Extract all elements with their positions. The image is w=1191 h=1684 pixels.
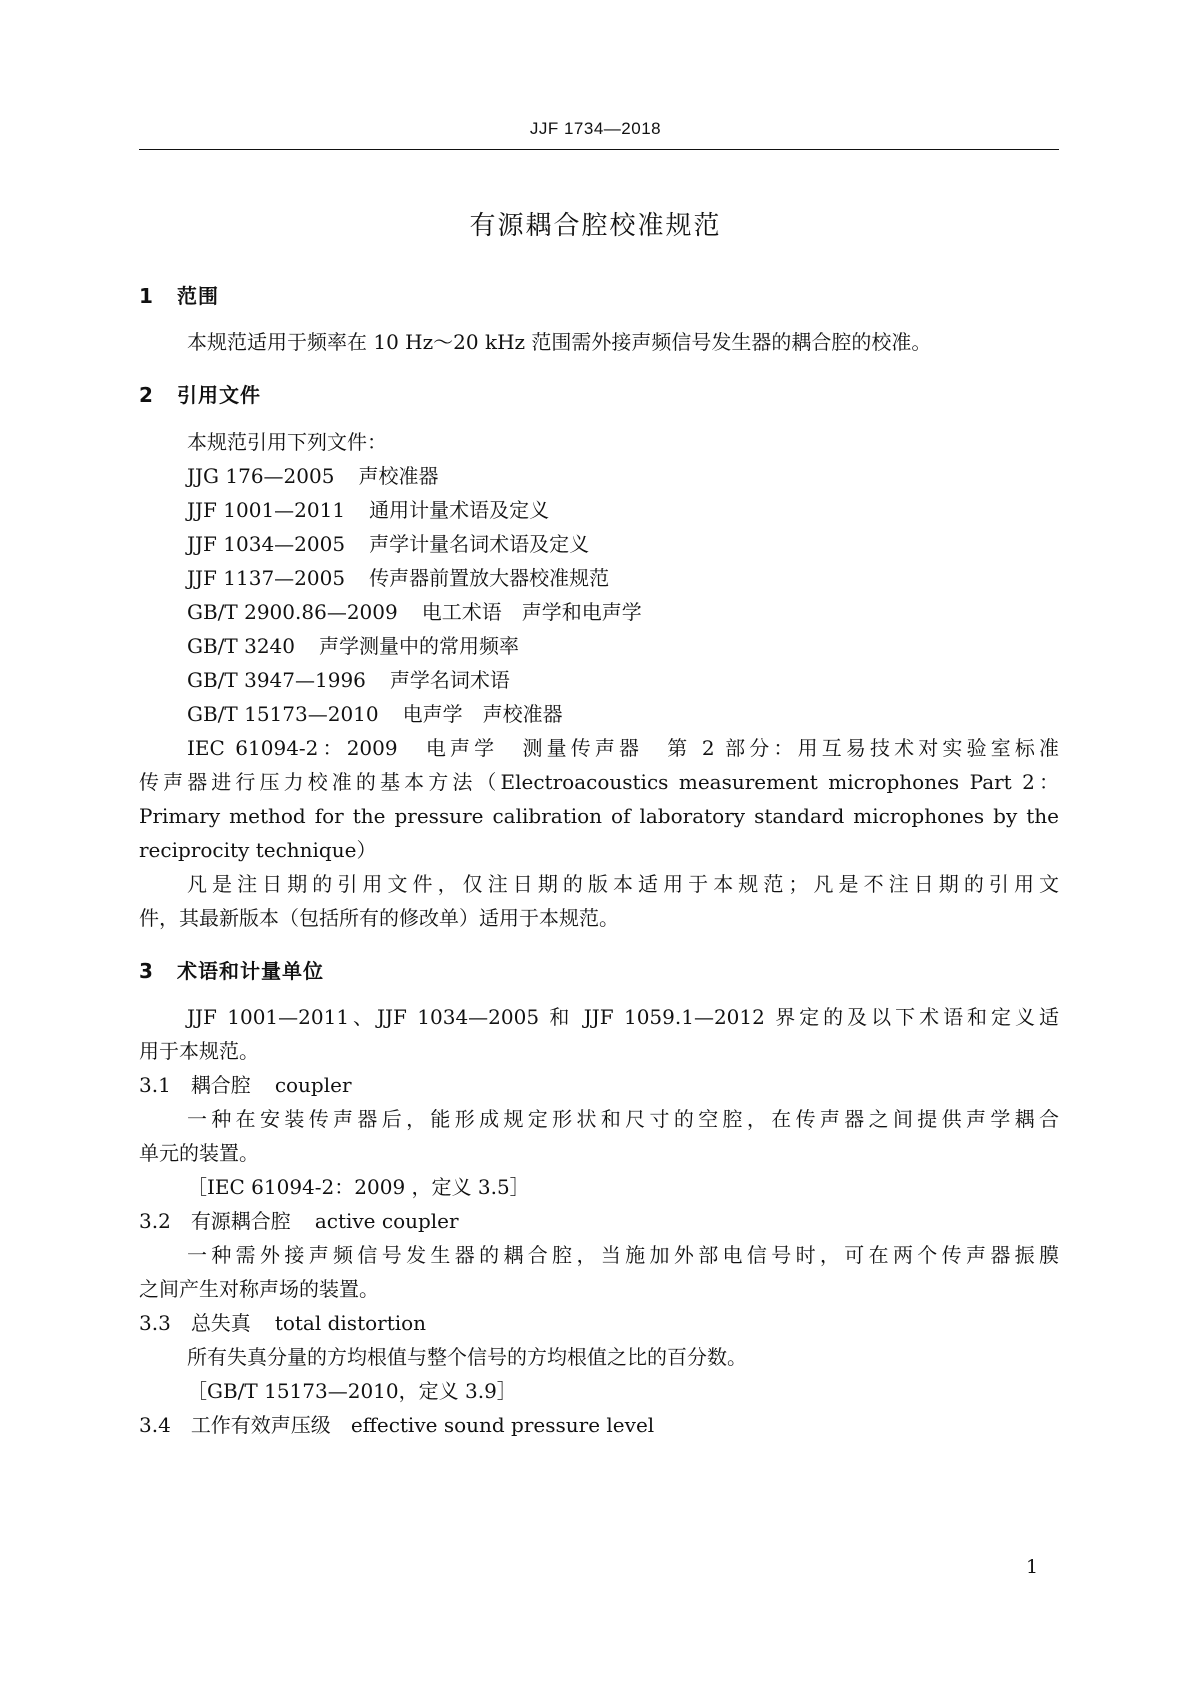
reference-title: 声校准器 xyxy=(358,464,439,488)
term-number: 3.3 xyxy=(139,1311,171,1335)
term-number: 3.1 xyxy=(139,1073,171,1097)
reference-item xyxy=(187,564,609,592)
reference-item xyxy=(187,598,642,626)
iec-reference-line: Primary method for the pressure calibration of laboratory standard microphones by the xyxy=(139,804,1059,828)
term-chinese: 总失真 xyxy=(190,1311,251,1335)
section-title: 术语和计量单位 xyxy=(177,959,324,983)
reference-title: 电声学 声校准器 xyxy=(402,702,563,726)
dated-reference-note: 件，其最新版本（包括所有的修改单）适用于本规范。 xyxy=(139,906,619,930)
terms-intro: 用于本规范。 xyxy=(139,1039,259,1063)
term-chinese: 耦合腔 xyxy=(190,1073,251,1097)
section-3-heading xyxy=(139,955,324,984)
reference-item xyxy=(187,700,563,728)
reference-code: GB/T 2900.86—2009 xyxy=(187,600,398,624)
term-definition: 之间产生对称声场的装置。 xyxy=(139,1277,379,1301)
term-english: active coupler xyxy=(314,1209,459,1233)
reference-title: 声学测量中的常用频率 xyxy=(319,634,520,658)
reference-code: JJG 176—2005 xyxy=(187,464,335,488)
term-number: 3.2 xyxy=(139,1209,171,1233)
section-number: 2 xyxy=(139,383,154,407)
reference-title: 声学计量名词术语及定义 xyxy=(369,532,590,556)
term-definition: 一种在安装传声器后，能形成规定形状和尺寸的空腔，在传声器之间提供声学耦合 xyxy=(187,1107,1059,1131)
reference-item xyxy=(187,530,589,558)
iec-reference-line: IEC 61094-2：2009 电声学 测量传声器 第 2 部分：用互易技术对实验室标准 xyxy=(187,736,1059,760)
term-heading xyxy=(139,1071,352,1099)
section-2-heading xyxy=(139,379,261,408)
term-heading xyxy=(139,1309,426,1337)
term-number: 3.4 xyxy=(139,1413,171,1437)
header-rule xyxy=(139,149,1059,150)
document-code-header: JJF 1734—2018 xyxy=(529,119,662,138)
reference-item xyxy=(187,666,510,694)
term-heading xyxy=(139,1411,654,1439)
term-heading xyxy=(139,1207,459,1235)
iec-reference-line: reciprocity technique） xyxy=(139,838,377,862)
page-number: 1 xyxy=(1026,1556,1039,1578)
reference-title: 电工术语 声学和电声学 xyxy=(421,600,642,624)
reference-title: 传声器前置放大器校准规范 xyxy=(369,566,610,590)
section-title: 范围 xyxy=(177,284,219,308)
section-title: 引用文件 xyxy=(177,383,261,407)
term-source: ［GB/T 15173—2010，定义 3.9］ xyxy=(187,1379,517,1403)
reference-code: JJF 1034—2005 xyxy=(187,532,346,556)
term-definition: 单元的装置。 xyxy=(139,1141,259,1165)
term-source: ［IEC 61094-2：2009 ，定义 3.5］ xyxy=(187,1175,530,1199)
term-chinese: 有源耦合腔 xyxy=(190,1209,291,1233)
term-english: coupler xyxy=(274,1073,352,1097)
reference-item xyxy=(187,632,519,660)
iec-reference-line: 传声器进行压力校准的基本方法（Electroacoustics measurement microphones Part 2： xyxy=(139,770,1059,794)
term-english: total distortion xyxy=(274,1311,427,1335)
scope-text: 本规范适用于频率在 10 Hz～20 kHz 范围需外接声频信号发生器的耦合腔的校准。 xyxy=(187,330,932,354)
reference-item xyxy=(187,496,549,524)
reference-title: 声学名词术语 xyxy=(389,668,510,692)
reference-title: 通用计量术语及定义 xyxy=(369,498,550,522)
section-1-heading xyxy=(139,280,219,309)
references-intro: 本规范引用下列文件： xyxy=(187,430,387,454)
term-english: effective sound pressure level xyxy=(350,1413,655,1437)
terms-intro: JJF 1001—2011、JJF 1034—2005 和 JJF 1059.1—2012 界定的及以下术语和定义适 xyxy=(187,1005,1059,1029)
term-definition: 一种需外接声频信号发生器的耦合腔，当施加外部电信号时，可在两个传声器振膜 xyxy=(187,1243,1059,1267)
reference-code: JJF 1001—2011 xyxy=(187,498,346,522)
reference-code: GB/T 3240 xyxy=(187,634,296,658)
dated-reference-note: 凡是注日期的引用文件，仅注日期的版本适用于本规范；凡是不注日期的引用文 xyxy=(187,872,1059,896)
reference-item xyxy=(187,462,438,490)
page-title: 有源耦合腔校准规范 xyxy=(469,211,722,241)
term-chinese: 工作有效声压级 xyxy=(190,1413,331,1437)
reference-code: GB/T 3947—1996 xyxy=(187,668,366,692)
reference-code: JJF 1137—2005 xyxy=(187,566,346,590)
term-definition: 所有失真分量的方均根值与整个信号的方均根值之比的百分数。 xyxy=(187,1345,747,1369)
reference-code: GB/T 15173—2010 xyxy=(187,702,379,726)
section-number: 1 xyxy=(139,284,154,308)
section-number: 3 xyxy=(139,959,154,983)
